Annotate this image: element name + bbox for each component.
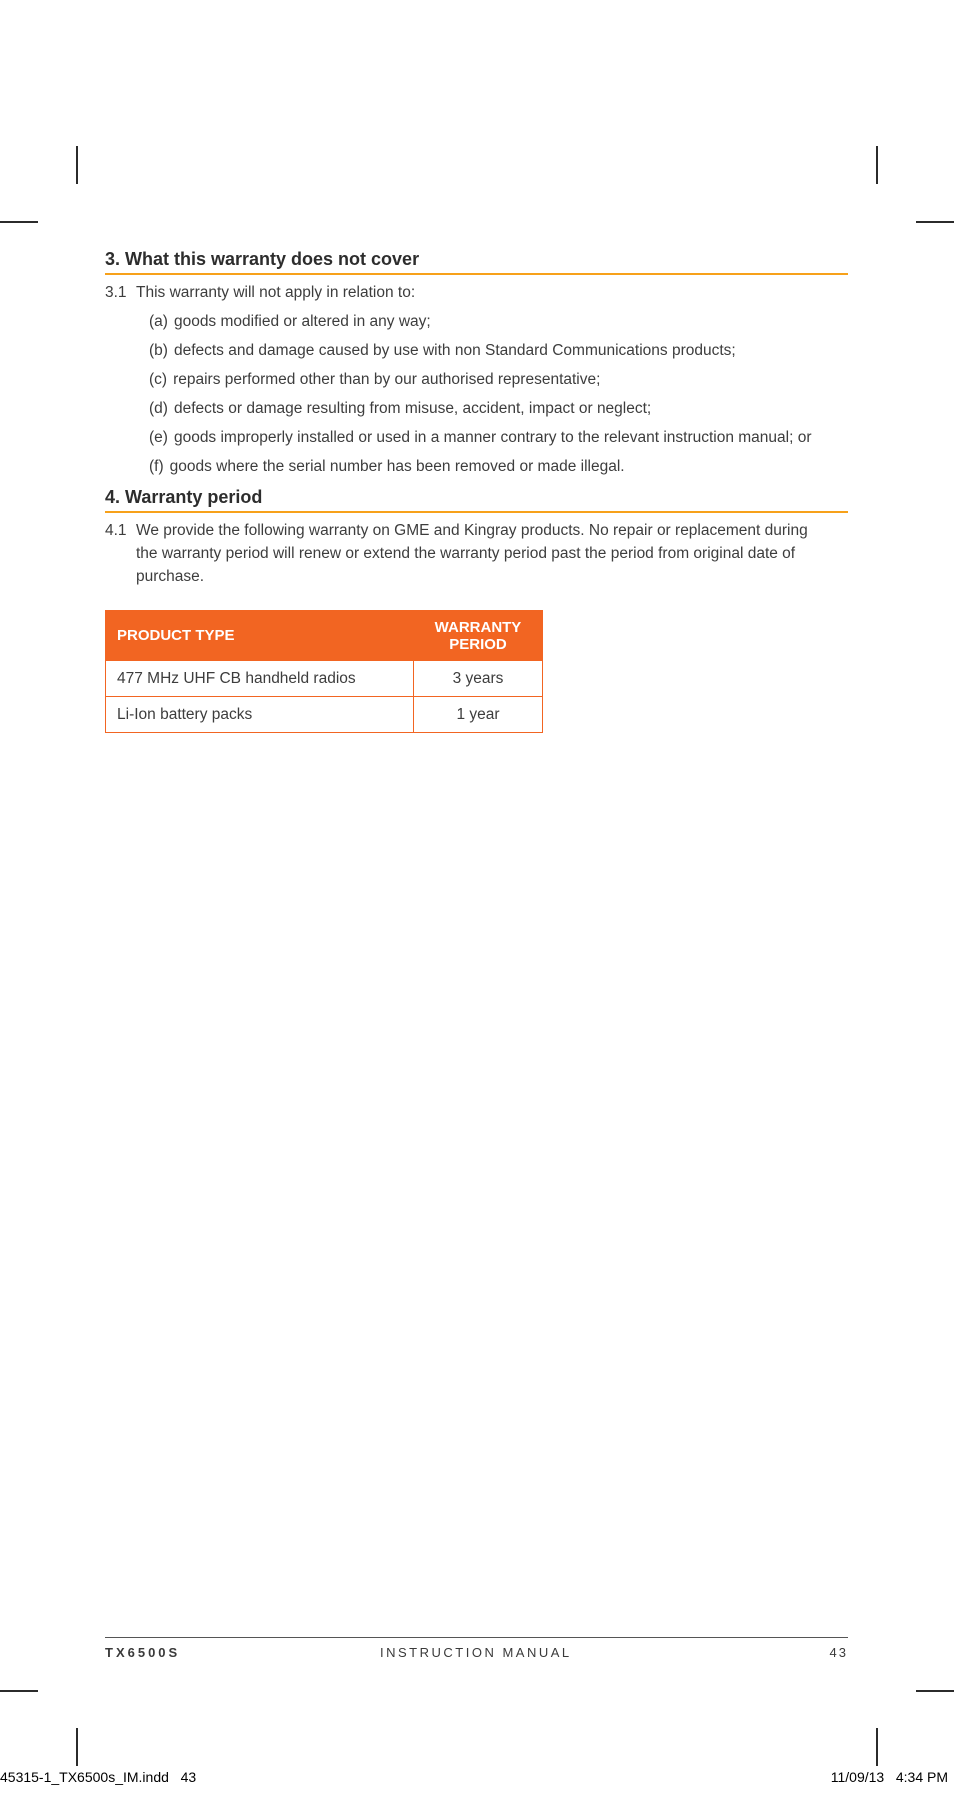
footer-rule (105, 1637, 848, 1638)
item-label: (a) (149, 313, 168, 330)
header-product-type: PRODUCT TYPE (106, 611, 414, 661)
warranty-table (105, 610, 543, 733)
table-row (106, 661, 543, 697)
footer-model: TX6500S (105, 1645, 181, 1660)
item-label: (b) (149, 342, 168, 359)
item-text: goods improperly installed or used in a manner contrary to the relevant instruction manual; or (173, 429, 812, 446)
page-footer (105, 1645, 848, 1665)
item-label: (c) (149, 371, 168, 388)
exclusion-list (149, 307, 848, 481)
list-item (149, 452, 848, 481)
item-text: repairs performed other than by our authorised representative; (173, 371, 601, 388)
print-slug-timestamp: 11/09/13 4:34 PM (830, 1769, 948, 1785)
clause-number: 4.1 (105, 522, 127, 539)
period-cell: 1 year (414, 697, 543, 733)
section-4 (105, 486, 848, 588)
crop-mark-top-right (876, 146, 878, 184)
print-slug-filename: 45315-1_TX6500s_IM.indd 43 (0, 1769, 197, 1785)
clause-text: We provide the following warranty on GME and Kingray products. No repair or replacement during the warranty period will renew or extend the warranty period past the period from original date of purchase. (136, 522, 808, 585)
period-cell: 3 years (414, 661, 543, 697)
clause-4-1 (105, 519, 848, 588)
header-warranty-period: WARRANTY PERIOD (414, 611, 543, 661)
item-label: (e) (149, 429, 168, 446)
section-4-heading: 4. Warranty period (105, 486, 848, 513)
page-content (105, 248, 848, 733)
footer-page-number: 43 (829, 1645, 848, 1660)
item-label: (d) (149, 400, 168, 417)
clause-3-1 (105, 281, 848, 304)
product-cell: 477 MHz UHF CB handheld radios (106, 661, 414, 697)
item-text: goods where the serial number has been removed or made illegal. (169, 458, 625, 475)
table-header-row (106, 611, 543, 661)
section-3-heading: 3. What this warranty does not cover (105, 248, 848, 275)
list-item (149, 394, 848, 423)
item-text: defects and damage caused by use with non Standard Communications products; (173, 342, 736, 359)
crop-mark-left-top (0, 221, 38, 223)
item-label: (f) (149, 458, 164, 475)
item-text: goods modified or altered in any way; (173, 313, 431, 330)
crop-mark-left-bottom (0, 1690, 38, 1692)
footer-manual-title: INSTRUCTION MANUAL (380, 1645, 572, 1660)
list-item (149, 423, 848, 452)
list-item (149, 336, 848, 365)
clause-number: 3.1 (105, 284, 127, 301)
list-item (149, 307, 848, 336)
crop-mark-right-top (916, 221, 954, 223)
clause-text: This warranty will not apply in relation to: (136, 284, 416, 301)
crop-mark-bottom-right (876, 1728, 878, 1766)
table-row (106, 697, 543, 733)
item-text: defects or damage resulting from misuse, accident, impact or neglect; (173, 400, 652, 417)
crop-mark-bottom-left (76, 1728, 78, 1766)
crop-mark-top-left (76, 146, 78, 184)
list-item (149, 365, 848, 394)
crop-mark-right-bottom (916, 1690, 954, 1692)
product-cell: Li-Ion battery packs (106, 697, 414, 733)
